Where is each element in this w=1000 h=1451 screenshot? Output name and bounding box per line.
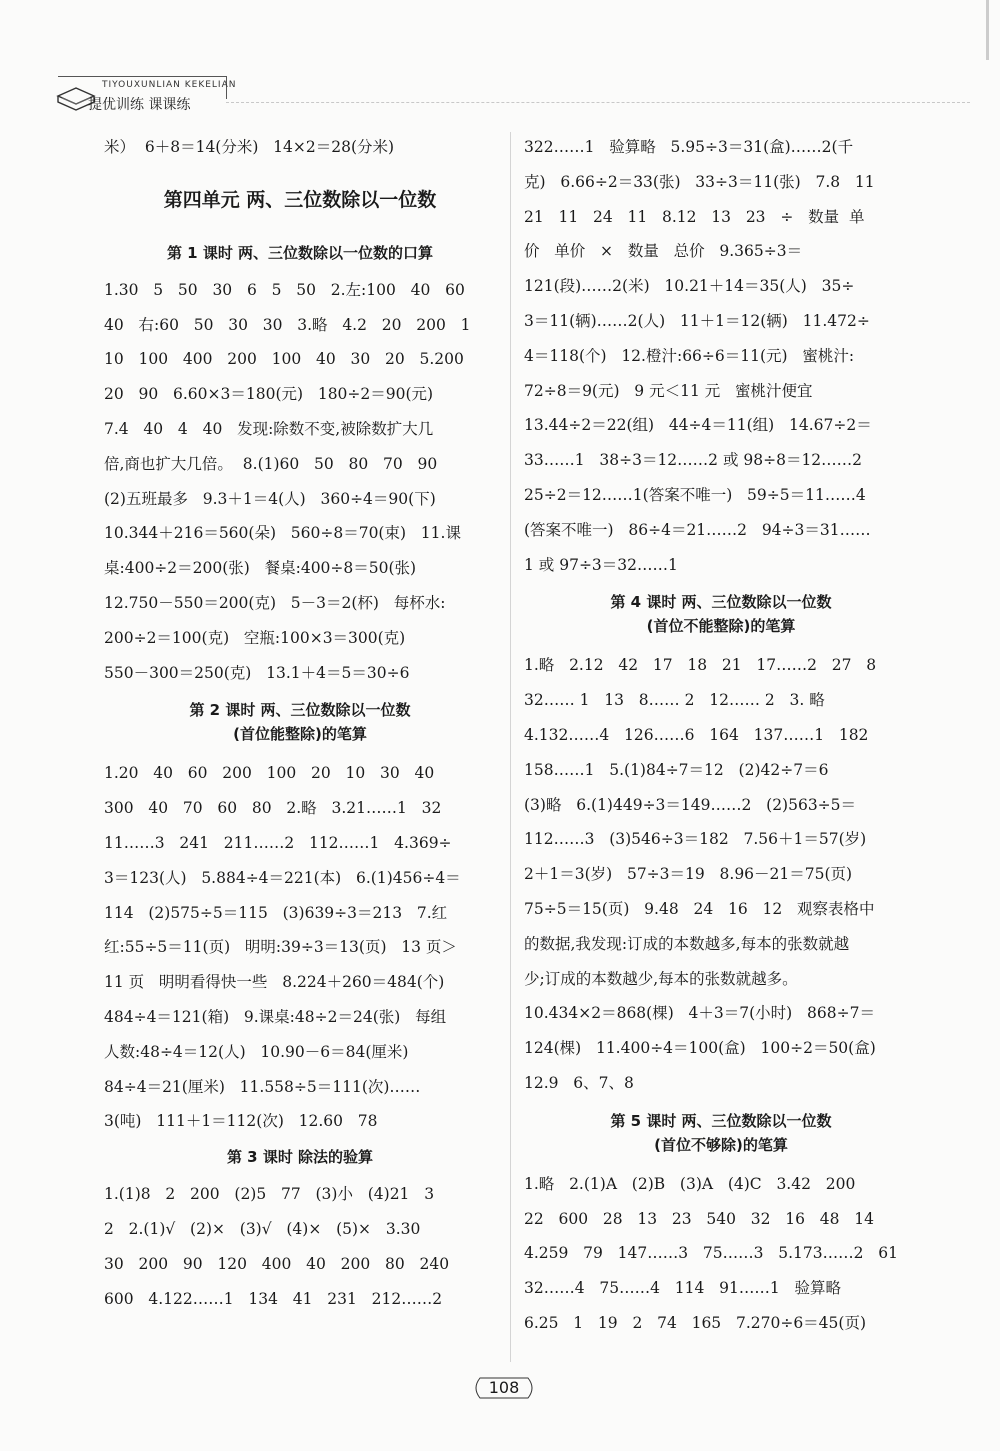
text-line: 22 600 28 13 23 540 32 16 48 14	[524, 1209, 874, 1228]
text-line: 4.259 79 147……3 75……3 5.173……2 61	[524, 1244, 898, 1263]
text-line: (答案不唯一) 86÷4＝21……2 94÷3＝31……	[524, 520, 871, 539]
lesson-4-title	[524, 582, 918, 648]
text-line: 484÷4＝121(箱) 9.课桌:48÷2＝24(张) 每组	[104, 1007, 447, 1026]
text-line: 32……4 75……4 114 91……1 验算略	[524, 1279, 841, 1298]
lesson-2-title-line2: (首位能整除)的笔算	[233, 725, 367, 744]
text-line: 30 200 90 120 400 40 200 80 240	[104, 1254, 450, 1273]
header-rule	[226, 102, 970, 103]
text-line: 11……3 241 211……2 112……1 4.369÷	[104, 833, 452, 852]
text-line: 克) 6.66÷2＝33(张) 33÷3＝11(张) 7.8 11	[524, 172, 875, 191]
text-line: 6.25 1 19 2 74 165 7.270÷6＝45(页)	[524, 1313, 866, 1332]
text-line: 价 单价 × 数量 总价 9.365÷3＝	[524, 242, 803, 261]
text-line: 2 2.(1)√ (2)× (3)√ (4)× (5)× 3.30	[104, 1219, 421, 1238]
right-column	[524, 130, 918, 1341]
text-line: 33……1 38÷3＝12……2 或 98÷8＝12……2	[524, 451, 863, 470]
text-line: 7.4 40 4 40 发现:除数不变,被除数扩大几	[104, 419, 434, 438]
text-line: 3(吨) 111＋1＝112(次) 12.60 78	[104, 1112, 378, 1131]
text-line: 10 100 400 200 100 40 30 20 5.200	[104, 350, 464, 369]
text-line: 1.略 2.(1)A (2)B (3)A (4)C 3.42 200	[524, 1174, 856, 1193]
text-line: 200÷2＝100(克) 空瓶:100×3＝300(克)	[104, 628, 406, 647]
page-header	[40, 74, 970, 114]
unit-title: 第四单元 两、三位数除以一位数	[163, 188, 437, 211]
text-line: 12.9 6、7、8	[524, 1073, 634, 1092]
lesson-2-title	[104, 690, 496, 756]
text-line: 红:55÷5＝11(页) 明明:39÷3＝13(页) 13 页＞	[104, 938, 457, 957]
text-line: 1 或 97÷3＝32……1	[524, 555, 678, 574]
lesson-5-title	[524, 1101, 918, 1167]
text-line: 4.132……4 126……6 164 137……1 182	[524, 725, 869, 744]
text-line: 72÷8＝9(元) 9 元＜11 元 蜜桃汁便宜	[524, 381, 813, 400]
text-line: 75÷5＝15(页) 9.48 24 16 12 观察表格中	[524, 899, 875, 918]
text-line: 12.750－550＝200(克) 5－3＝2(杯) 每杯水:	[104, 593, 446, 612]
text-line: 322……1 验算略 5.95÷3＝31(盒)……2(千	[524, 138, 854, 156]
text-line: 3＝11(辆)……2(人) 11＋1＝12(辆) 11.472÷	[524, 311, 870, 330]
text-line: 10.434×2＝868(棵) 4＋3＝7(小时) 868÷7＝	[524, 1004, 875, 1023]
text-line: (3)略 6.(1)449÷3＝149……2 (2)563÷5＝	[524, 795, 857, 814]
text-line: 84÷4＝21(厘米) 11.558÷5＝111(次)……	[104, 1077, 421, 1096]
text-line: 114 (2)575÷5＝115 (3)639÷3＝213 7.红	[104, 903, 448, 922]
text-line: 21 11 24 11 8.12 13 23 ÷ 数量 单	[524, 207, 865, 226]
page-edge-mark	[986, 0, 989, 60]
column-divider	[510, 132, 511, 1362]
text-line: 25÷2＝12……1(答案不唯一) 59÷5＝11……4	[524, 485, 866, 504]
lesson-1-title: 第 1 课时 两、三位数除以一位数的口算	[166, 243, 434, 262]
text-line: 300 40 70 60 80 2.略 3.21……1 32	[104, 799, 442, 818]
brand-chinese: 提优训练 课课练	[88, 97, 191, 113]
text-line: 1.略 2.12 42 17 18 21 17……2 27 8	[524, 656, 877, 675]
text-line: 20 90 6.60×3＝180(元) 180÷2＝90(元)	[104, 385, 434, 404]
lesson-2-title-line1: 第 2 课时 两、三位数除以一位数	[189, 701, 411, 720]
text-line: 少;订成的本数越少,每本的张数就越多。	[524, 969, 798, 988]
text-line: 人数:48÷4＝12(人) 10.90－6＝84(厘米)	[104, 1042, 409, 1061]
lesson-5-title-line1: 第 5 课时 两、三位数除以一位数	[610, 1111, 832, 1130]
text-line: 550－300＝250(克) 13.1＋4＝5＝30÷6	[104, 663, 410, 682]
lesson-3-title: 第 3 课时 除法的验算	[226, 1148, 374, 1167]
text-line: 40 右:60 50 30 30 3.略 4.2 20 200 1	[104, 315, 471, 334]
text-line: 3＝123(人) 5.884÷4＝221(本) 6.(1)456÷4＝	[104, 868, 461, 887]
lesson-4-title-line2: (首位不能整除)的笔算	[646, 617, 796, 636]
text-line: 1.(1)8 2 200 (2)5 77 (3)小 (4)21 3	[104, 1185, 435, 1204]
brand-english: TIYOUXUNLIAN KEKELIAN	[102, 80, 237, 90]
text-line: 13.44÷2＝22(组) 44÷4＝11(组) 14.67÷2＝	[524, 416, 872, 435]
text-line: 倍,商也扩大几倍。 8.(1)60 50 80 70 90	[104, 454, 438, 473]
text-line: 11 页 明明看得快一些 8.224＋260＝484(个)	[104, 973, 445, 992]
text-line: 1.20 40 60 200 100 20 10 30 40	[104, 764, 435, 783]
text-line: 124(棵) 11.400÷4＝100(盒) 100÷2＝50(盒)	[524, 1039, 876, 1058]
page-number	[470, 1374, 538, 1402]
text-line: 4＝118(个) 12.橙汁:66÷6＝11(元) 蜜桃汁:	[524, 346, 855, 365]
text-line: 2＋1＝3(岁) 57÷3＝19 8.96－21＝75(页)	[524, 865, 853, 884]
text-line: 121(段)……2(米) 10.21＋14＝35(人) 35÷	[524, 277, 855, 296]
text-line: 112……3 (3)546÷3＝182 7.56＋1＝57(岁)	[524, 830, 867, 849]
text-line: 32…… 1 13 8…… 2 12…… 2 3. 略	[524, 691, 825, 710]
text-line: 的数据,我发现:订成的本数越多,每本的张数就越	[524, 934, 850, 953]
lesson-5-title-line2: (首位不够除)的笔算	[654, 1135, 788, 1154]
text-line: 600 4.122……1 134 41 231 212……2	[104, 1289, 443, 1308]
text-line: 158……1 5.(1)84÷7＝12 (2)42÷7＝6	[524, 760, 829, 779]
text-line: 1.30 5 50 30 6 5 50 2.左:100 40 60	[104, 280, 465, 299]
text-line: (2)五班最多 9.3＋1＝4(人) 360÷4＝90(下)	[104, 489, 436, 508]
text-line: 10.344＋216＝560(朵) 560÷8＝70(束) 11.课	[104, 524, 461, 543]
text-line: 桌:400÷2＝200(张) 餐桌:400÷8＝50(张)	[104, 559, 417, 578]
left-column	[104, 130, 496, 1316]
lesson-4-title-line1: 第 4 课时 两、三位数除以一位数	[610, 593, 832, 612]
page-number-text: 108	[488, 1378, 520, 1397]
text-line: 米） 6＋8＝14(分米) 14×2＝28(分米)	[104, 138, 395, 156]
